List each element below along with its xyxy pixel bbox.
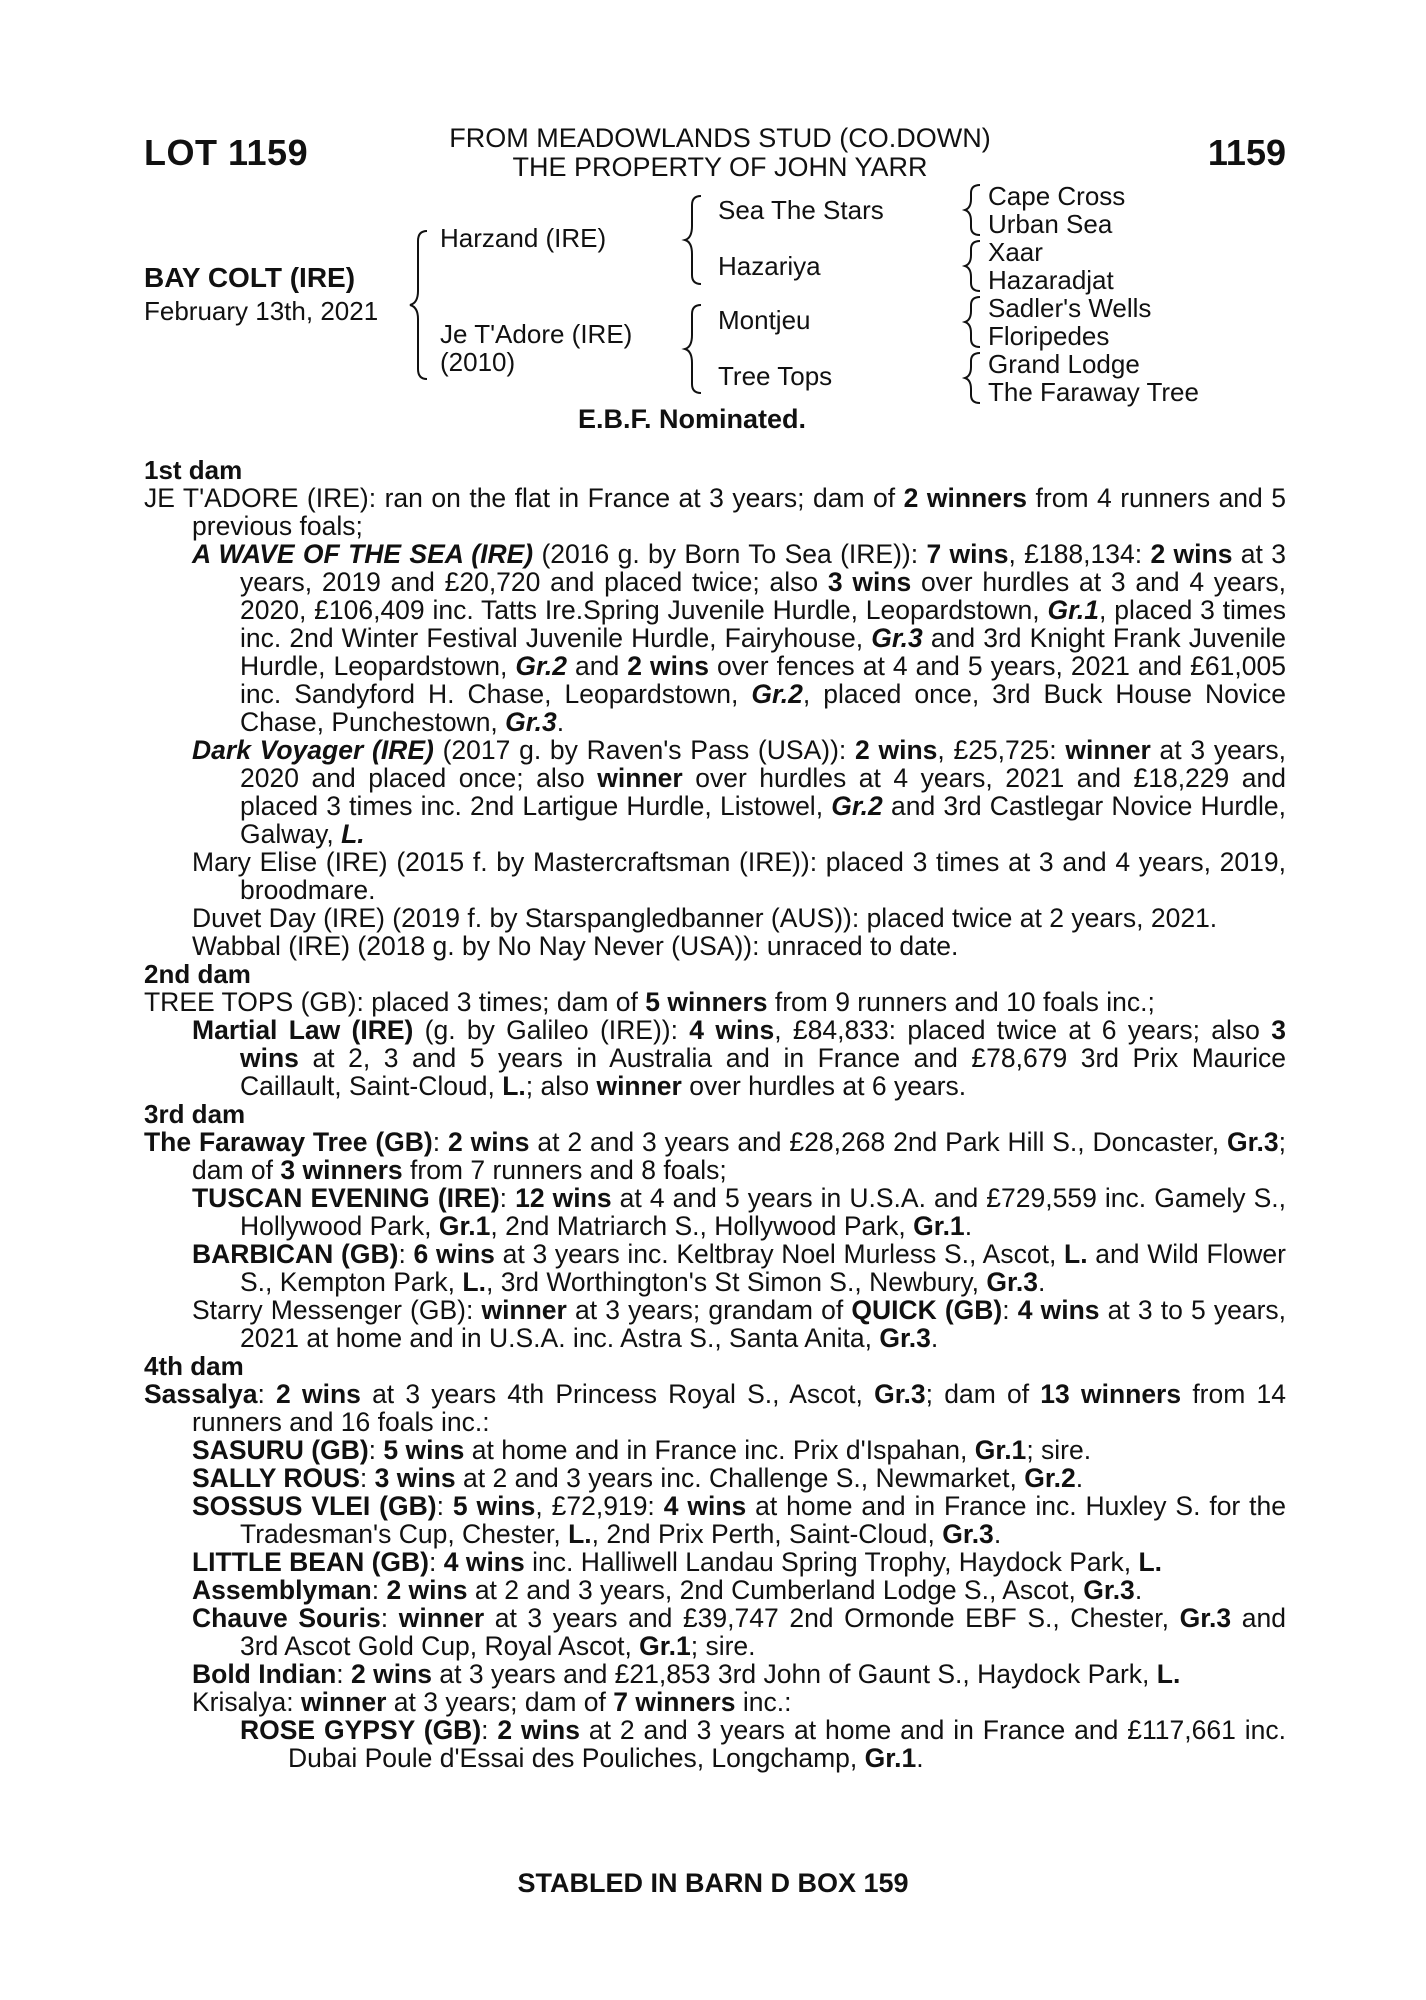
text-run: Gr.1	[1047, 595, 1100, 625]
brace-g3-2	[965, 241, 980, 291]
text-run: 13 winners	[1040, 1379, 1182, 1409]
text-run: Gr.3	[879, 1323, 931, 1353]
gen3-name: Cape Cross	[988, 181, 1126, 211]
text-run: .	[993, 1519, 1002, 1549]
produce-entry	[144, 736, 1286, 848]
sire-name: Harzand (IRE)	[440, 223, 607, 253]
dam-entry	[144, 1380, 1286, 1436]
brace-main	[410, 231, 427, 379]
text-run: 2 winners	[903, 483, 1028, 513]
produce-entry	[144, 1296, 1286, 1352]
text-run: at 2 and 3 years, 2nd Cumberland Lodge S., Ascot,	[467, 1575, 1084, 1605]
text-run: and 3rd Castlegar Novice Hurdle, Galway,	[240, 791, 1286, 849]
produce-entry	[144, 1464, 1286, 1492]
text-run: Sassalya	[144, 1379, 258, 1409]
text-run: JE T'ADORE (IRE): ran on the flat in France at 3 years; dam of	[144, 483, 904, 513]
text-run: , 2nd Prix Perth, Saint-Cloud,	[591, 1519, 943, 1549]
text-run: at 2 and 3 years inc. Challenge S., Newmarket,	[455, 1463, 1025, 1493]
produce-entry	[144, 932, 1286, 960]
produce-entry	[144, 1016, 1286, 1100]
text-run: :	[1002, 1295, 1018, 1325]
text-run: Mary Elise (IRE) (2015 f. by Mastercraftsman (IRE)): placed 3 times at 3 and 4 years, 2019, broodmare.	[192, 847, 1286, 905]
text-run: Gr.1	[974, 1435, 1027, 1465]
text-run: 3 winners	[280, 1155, 403, 1185]
text-run: :	[398, 1239, 414, 1269]
text-run: Gr.3	[505, 707, 557, 737]
text-run: Wabbal (IRE) (2018 g. by No Nay Never (USA)): unraced to date.	[192, 931, 959, 961]
text-run: Gr.1	[639, 1631, 691, 1661]
dam-section	[144, 960, 1286, 1100]
text-run: 4 wins	[443, 1547, 525, 1577]
text-run: :	[336, 1659, 351, 1689]
consignor-line-1: FROM MEADOWLANDS STUD (CO.DOWN)	[449, 123, 991, 153]
pedigree-braces	[0, 0, 1426, 420]
catalogue-body	[144, 456, 1286, 1772]
text-run: ; also	[525, 1071, 597, 1101]
text-run: Gr.1	[864, 1743, 917, 1773]
text-run: L.	[1064, 1239, 1088, 1269]
produce-entry	[144, 1688, 1286, 1716]
produce-entry	[144, 904, 1286, 932]
text-run: L.	[1138, 1547, 1163, 1577]
text-run: winner	[398, 1603, 485, 1633]
text-run: Chauve Souris	[192, 1603, 381, 1633]
text-run: , £25,725:	[937, 735, 1066, 765]
text-run: from 14 runners and 16 foals inc.:	[192, 1379, 1286, 1437]
text-run: L.	[1156, 1659, 1181, 1689]
text-run: .	[1075, 1463, 1084, 1493]
dam-entry	[144, 1128, 1286, 1184]
text-run: :	[371, 1575, 387, 1605]
text-run: 7 winners	[613, 1687, 736, 1717]
text-run: at 3 years; grandam of	[566, 1295, 852, 1325]
produce-entry	[144, 1716, 1286, 1772]
text-run: ; dam of	[192, 1127, 1286, 1185]
text-run: Starry Messenger (GB):	[192, 1295, 482, 1325]
brace-g3-1	[965, 185, 980, 235]
text-run: Gr.1	[438, 1211, 491, 1241]
text-run: 2 wins	[1150, 539, 1233, 569]
text-run: Gr.3	[1179, 1603, 1232, 1633]
text-run: , £84,833: placed twice at 6 years; also	[774, 1015, 1272, 1045]
text-run: The Faraway Tree (GB)	[144, 1127, 433, 1157]
text-run: L.	[568, 1519, 592, 1549]
text-run: inc.:	[735, 1687, 792, 1717]
brace-sire	[685, 196, 701, 284]
text-run: .	[916, 1743, 924, 1773]
text-run: at 3 to 5 years, 2021 at home and in U.S.A. inc. Astra S., Santa Anita,	[240, 1295, 1287, 1353]
text-run: , 2nd Matriarch S., Hollywood Park,	[490, 1211, 914, 1241]
text-run: .	[964, 1211, 973, 1241]
gen3-name: Hazaradjat	[988, 265, 1114, 295]
produce-entry	[144, 1548, 1286, 1576]
text-run: at home and in France inc. Prix d'Ispahan,	[464, 1435, 975, 1465]
text-run: A WAVE OF THE SEA (IRE)	[192, 539, 534, 569]
text-run: 12 wins	[515, 1183, 612, 1213]
text-run: at 2 and 3 years and £28,268 2nd Park Hill S., Doncaster,	[529, 1127, 1228, 1157]
text-run: Martial Law (IRE)	[192, 1015, 414, 1045]
text-run: and 3rd Knight Frank Juvenile Hurdle, Leopardstown,	[240, 623, 1286, 681]
text-run: 2 wins	[497, 1715, 580, 1745]
produce-entry	[144, 1604, 1286, 1660]
dam-sire-name: Montjeu	[718, 305, 811, 335]
section-heading: 2nd dam	[144, 959, 251, 989]
text-run: L.	[341, 819, 365, 849]
text-run: at 3 years, 2020 and placed once; also	[240, 735, 1286, 793]
text-run: SALLY ROUS	[192, 1463, 360, 1493]
sire-sire-name: Sea The Stars	[718, 195, 884, 225]
text-run: .	[556, 707, 565, 737]
text-run: 2 wins	[276, 1379, 361, 1409]
text-run: TREE TOPS (GB): placed 3 times; dam of	[144, 987, 646, 1017]
text-run: 6 wins	[413, 1239, 495, 1269]
text-run: over hurdles at 4 years, 2021 and £18,229 and placed 3 times inc. 2nd Lartigue Hurdle, Listowel,	[240, 763, 1287, 821]
text-run: Gr.2	[831, 791, 883, 821]
dam-name: Je T'Adore (IRE)	[440, 319, 633, 349]
stabling-info: STABLED IN BARN D BOX 159	[517, 1868, 909, 1898]
consignor-line-2: THE PROPERTY OF JOHN YARR	[512, 152, 928, 182]
text-run: Gr.3	[1227, 1127, 1279, 1157]
text-run: winner	[300, 1687, 387, 1717]
text-run: 3 wins	[374, 1463, 456, 1493]
text-run: 4 wins	[1017, 1295, 1100, 1325]
sire-dam-name: Hazariya	[718, 251, 821, 281]
gen3-name: Floripedes	[988, 321, 1110, 351]
text-run: , 3rd Worthington's St Simon S., Newbury,	[485, 1267, 987, 1297]
text-run: TUSCAN EVENING (IRE)	[192, 1183, 500, 1213]
ebf-nomination: E.B.F. Nominated.	[578, 404, 807, 434]
text-run: from 9 runners and 10 foals inc.;	[767, 987, 1155, 1017]
dam-entry	[144, 988, 1286, 1016]
text-run: Gr.1	[913, 1211, 965, 1241]
text-run: over hurdles at 6 years.	[681, 1071, 967, 1101]
text-run: 7 wins	[926, 539, 1009, 569]
dam-section	[144, 1100, 1286, 1352]
dam-entry	[144, 484, 1286, 540]
text-run: :	[380, 1603, 399, 1633]
text-run: inc. Halliwell Landau Spring Trophy, Haydock Park,	[524, 1547, 1139, 1577]
gen3-name: Sadler's Wells	[988, 293, 1152, 323]
text-run: :	[359, 1463, 375, 1493]
text-run: :	[436, 1491, 453, 1521]
text-run: Gr.3	[1083, 1575, 1135, 1605]
text-run: Gr.3	[874, 1379, 926, 1409]
text-run: ; sire.	[690, 1631, 756, 1661]
text-run: 2 wins	[447, 1127, 530, 1157]
foaling-date: February 13th, 2021	[144, 296, 379, 326]
text-run: BARBICAN (GB)	[192, 1239, 399, 1269]
text-run: Gr.2	[515, 651, 567, 681]
text-run: at 3 years and £21,853 3rd John of Gaunt S., Haydock Park,	[432, 1659, 1157, 1689]
text-run: (2016 g. by Born To Sea (IRE)):	[533, 539, 927, 569]
text-run: L.	[462, 1267, 486, 1297]
text-run: and 3rd Ascot Gold Cup, Royal Ascot,	[240, 1603, 1286, 1661]
text-run: Assemblyman	[192, 1575, 372, 1605]
text-run: at 3 years inc. Keltbray Noel Murless S., Ascot,	[494, 1239, 1065, 1269]
lot-label: LOT 1159	[144, 132, 309, 173]
text-run: Gr.3	[871, 623, 923, 653]
text-run: ; sire.	[1026, 1435, 1092, 1465]
text-run: , placed 3 times inc. 2nd Winter Festival Juvenile Hurdle, Fairyhouse,	[240, 595, 1286, 653]
dam-section	[144, 1352, 1286, 1772]
text-run: from 7 runners and 8 foals;	[402, 1155, 727, 1185]
produce-entry	[144, 848, 1286, 904]
text-run: at 3 years and £39,747 2nd Ormonde EBF S., Chester,	[484, 1603, 1180, 1633]
text-run: and Wild Flower S., Kempton Park,	[240, 1239, 1286, 1297]
dam-section	[144, 456, 1286, 960]
text-run: , £72,919:	[535, 1491, 664, 1521]
text-run: 5 wins	[383, 1435, 465, 1465]
text-run: winner	[481, 1295, 567, 1325]
text-run: (g. by Galileo (IRE)):	[413, 1015, 690, 1045]
gen3-name: Urban Sea	[988, 209, 1113, 239]
dam-dam-name: Tree Tops	[718, 361, 833, 391]
brace-dam	[685, 305, 701, 393]
text-run: , £188,134:	[1008, 539, 1151, 569]
text-run: at home and in France inc. Huxley S. for the Tradesman's Cup, Chester,	[240, 1491, 1286, 1549]
gen3-name: The Faraway Tree	[988, 377, 1199, 407]
text-run: winner	[597, 763, 683, 793]
text-run: 4 wins	[689, 1015, 775, 1045]
produce-entry	[144, 1492, 1286, 1548]
lot-number: 1159	[1207, 132, 1286, 173]
text-run: 5 winners	[645, 987, 768, 1017]
text-run: Gr.3	[986, 1267, 1038, 1297]
text-run: at 2 and 3 years at home and in France and £117,661 inc. Dubai Poule d'Essai des Pouliches, Longchamp,	[288, 1715, 1286, 1773]
text-run: over hurdles at 3 and 4 years, 2020, £106,409 inc. Tatts Ire.Spring Juvenile Hurdle, Leopardstown,	[240, 567, 1286, 625]
text-run: 2 wins	[855, 735, 938, 765]
text-run: SASURU (GB)	[192, 1435, 369, 1465]
text-run: over fences at 4 and 5 years, 2021 and £61,005 inc. Sandyford H. Chase, Leopardstown,	[240, 651, 1286, 709]
text-run: :	[429, 1547, 444, 1577]
text-run: Dark Voyager (IRE)	[192, 735, 434, 765]
text-run: at 3 years; dam of	[386, 1687, 614, 1717]
text-run: ROSE GYPSY (GB)	[240, 1715, 482, 1745]
text-run: :	[432, 1127, 448, 1157]
gen3-name: Grand Lodge	[988, 349, 1140, 379]
text-run: , placed once, 3rd Buck House Novice Chase, Punchestown,	[240, 679, 1286, 737]
text-run: QUICK (GB)	[851, 1295, 1003, 1325]
text-run: .	[930, 1323, 939, 1353]
section-heading: 4th dam	[144, 1351, 244, 1381]
text-run: 3 wins	[827, 567, 912, 597]
text-run: (2017 g. by Raven's Pass (USA)):	[433, 735, 855, 765]
text-run: L.	[502, 1071, 526, 1101]
produce-entry	[144, 1240, 1286, 1296]
section-heading: 1st dam	[144, 455, 243, 485]
text-run: from 4 runners and 5 previous foals;	[192, 483, 1287, 541]
gen3-name: Xaar	[988, 237, 1043, 267]
produce-entry	[144, 1436, 1286, 1464]
text-run: at 4 and 5 years in U.S.A. and £729,559 inc. Gamely S., Hollywood Park,	[240, 1183, 1286, 1241]
text-run: 5 wins	[452, 1491, 536, 1521]
text-run: winner	[596, 1071, 682, 1101]
brace-g3-4	[965, 353, 980, 403]
text-run: :	[257, 1379, 277, 1409]
produce-entry	[144, 1184, 1286, 1240]
text-run: ; dam of	[925, 1379, 1041, 1409]
text-run: at 3 years 4th Princess Royal S., Ascot,	[360, 1379, 875, 1409]
text-run: Duvet Day (IRE) (2019 f. by Starspangledbanner (AUS)): placed twice at 2 years, 2021.	[192, 903, 1218, 933]
horse-title: BAY COLT (IRE)	[144, 262, 356, 293]
text-run: .	[1134, 1575, 1143, 1605]
text-run: :	[499, 1183, 516, 1213]
brace-g3-3	[965, 297, 980, 347]
section-heading: 3rd dam	[144, 1099, 246, 1129]
dam-year: (2010)	[440, 347, 516, 377]
text-run: .	[1037, 1267, 1046, 1297]
text-run: Gr.3	[942, 1519, 994, 1549]
text-run: winner	[1065, 735, 1151, 765]
text-run: :	[481, 1715, 498, 1745]
produce-entry	[144, 1660, 1286, 1688]
text-run: at 2, 3 and 5 years in Australia and in France and £78,679 3rd Prix Maurice Caillault, Saint-Cloud,	[240, 1043, 1286, 1101]
text-run: 4 wins	[663, 1491, 747, 1521]
text-run: 3 wins	[240, 1015, 1286, 1073]
text-run: LITTLE BEAN (GB)	[192, 1547, 429, 1577]
text-run: 2 wins	[351, 1659, 433, 1689]
text-run: at 3 years, 2019 and £20,720 and placed twice; also	[240, 539, 1286, 597]
text-run: Gr.2	[1024, 1463, 1076, 1493]
text-run: and	[566, 651, 628, 681]
text-run: Bold Indian	[192, 1659, 337, 1689]
produce-entry	[144, 1576, 1286, 1604]
text-run: Gr.2	[751, 679, 803, 709]
text-run: 2 wins	[386, 1575, 468, 1605]
text-run: :	[368, 1435, 384, 1465]
text-run: 2 wins	[627, 651, 709, 681]
produce-entry	[144, 540, 1286, 736]
text-run: Krisalya:	[192, 1687, 301, 1717]
text-run: SOSSUS VLEI (GB)	[192, 1491, 437, 1521]
